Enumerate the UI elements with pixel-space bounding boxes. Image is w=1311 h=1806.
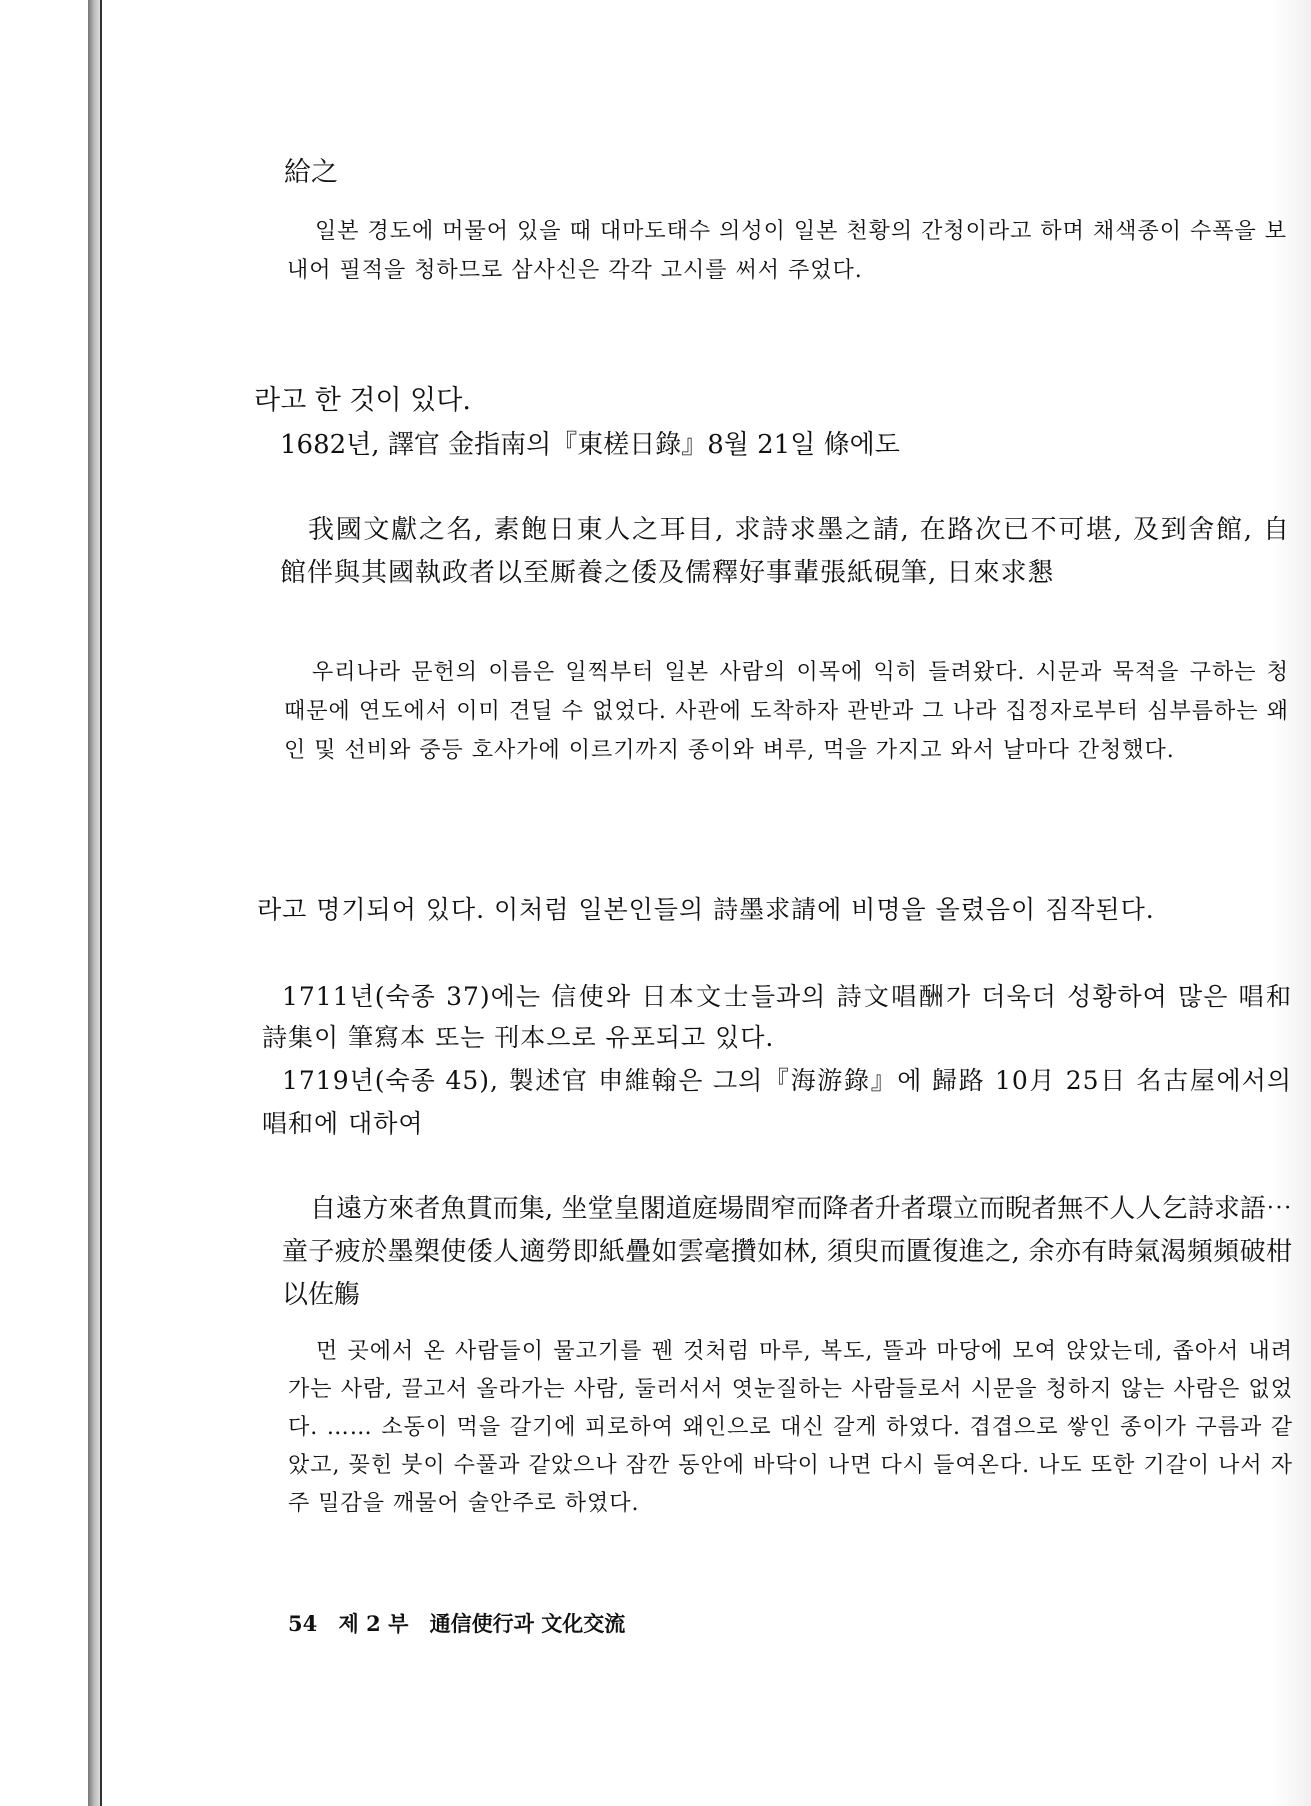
page-number: 54 xyxy=(288,1611,318,1636)
body-paragraph-2: 1682년, 譯官 金指南의『東槎日錄』8월 21일 條에도 xyxy=(280,430,900,460)
quote-translation-2: 우리나라 문헌의 이름은 일찍부터 일본 사람의 이목에 익히 들려왔다. 시문과 묵적을 구하는 청 때문에 연도에서 이미 견딜 수 없었다. 사관에 도착하자 관반과 그 나라 집정자로부터 심부름하는 왜인 및 선비와 중등 호사가에 이르기까지 종이와 벼루, 먹을 가지고 와서 날마다 간청했다. xyxy=(284,660,1289,763)
page-footer xyxy=(288,1608,639,1638)
body-paragraph-1: 라고 한 것이 있다. xyxy=(254,385,471,416)
quote-translation-3: 먼 곳에서 온 사람들이 물고기를 꿴 것처럼 마루, 복도, 뜰과 마당에 모여 앉았는데, 좁아서 내려가는 사람, 끌고서 올라가는 사람, 둘러서서 엿눈질하는 사람들로서 시문을 청하지 않는 사람은 없었다. …… 소동이 먹을 갈기에 피로하여 왜인으로 대신 갈게 하였다. 겹겹으로 쌓인 종이가 구름과 같았고, 꽂힌 붓이 수풀과 같았으나 잠깐 동안에 바닥이 나면 다시 들여온다. 나도 또한 기갈이 나서 자주 밀감을 깨물어 술안주로 하였다. xyxy=(288,1339,1293,1516)
page xyxy=(102,0,1293,1806)
quote-translation-1: 일본 경도에 머물어 있을 때 대마도태수 의성이 일본 천황의 간청이라고 하며 채색종이 수폭을 보내어 필적을 청하므로 삼사신은 각각 고시를 써서 주었다. xyxy=(287,219,1287,283)
body-paragraph-3: 라고 명기되어 있다. 이처럼 일본인들의 詩墨求請에 비명을 올렸음이 짐작된다. xyxy=(257,895,1155,924)
footer-part: 제 2 부 xyxy=(338,1611,409,1636)
quote-classical-2: 我國文獻之名, 素飽日東人之耳目, 求詩求墨之請, 在路次已不可堪, 及到舍館, 自館伴與其國執政者以至厮養之倭及儒釋好事輩張紙硯筆, 日來求懇 xyxy=(280,515,1290,588)
quote-classical-3: 自遠方來者魚貫而集, 坐堂皇閣道庭場間窄而降者升者環立而睨者無不人人乞詩求語⋯童子疲於墨槊使倭人適勞即紙疊如雲毫攢如林, 須臾而匱復進之, 余亦有時氣渴頻頻破柑以佐觴 xyxy=(282,1194,1292,1310)
body-paragraph-5: 1719년(숙종 45), 製述官 申維翰은 그의『海游錄』에 歸路 10月 25日 名古屋에서의 唱和에 대하여 xyxy=(262,1066,1292,1138)
body-paragraph-4: 1711년(숙종 37)에는 信使와 日本文士들과의 詩文唱酬가 더욱더 성황하여 많은 唱和詩集이 筆寫本 또는 刊本으로 유포되고 있다. xyxy=(262,982,1292,1052)
footer-section-title: 通信使行과 文化交流 xyxy=(429,1611,626,1636)
quote-ending-classical: 給之 xyxy=(284,157,338,188)
